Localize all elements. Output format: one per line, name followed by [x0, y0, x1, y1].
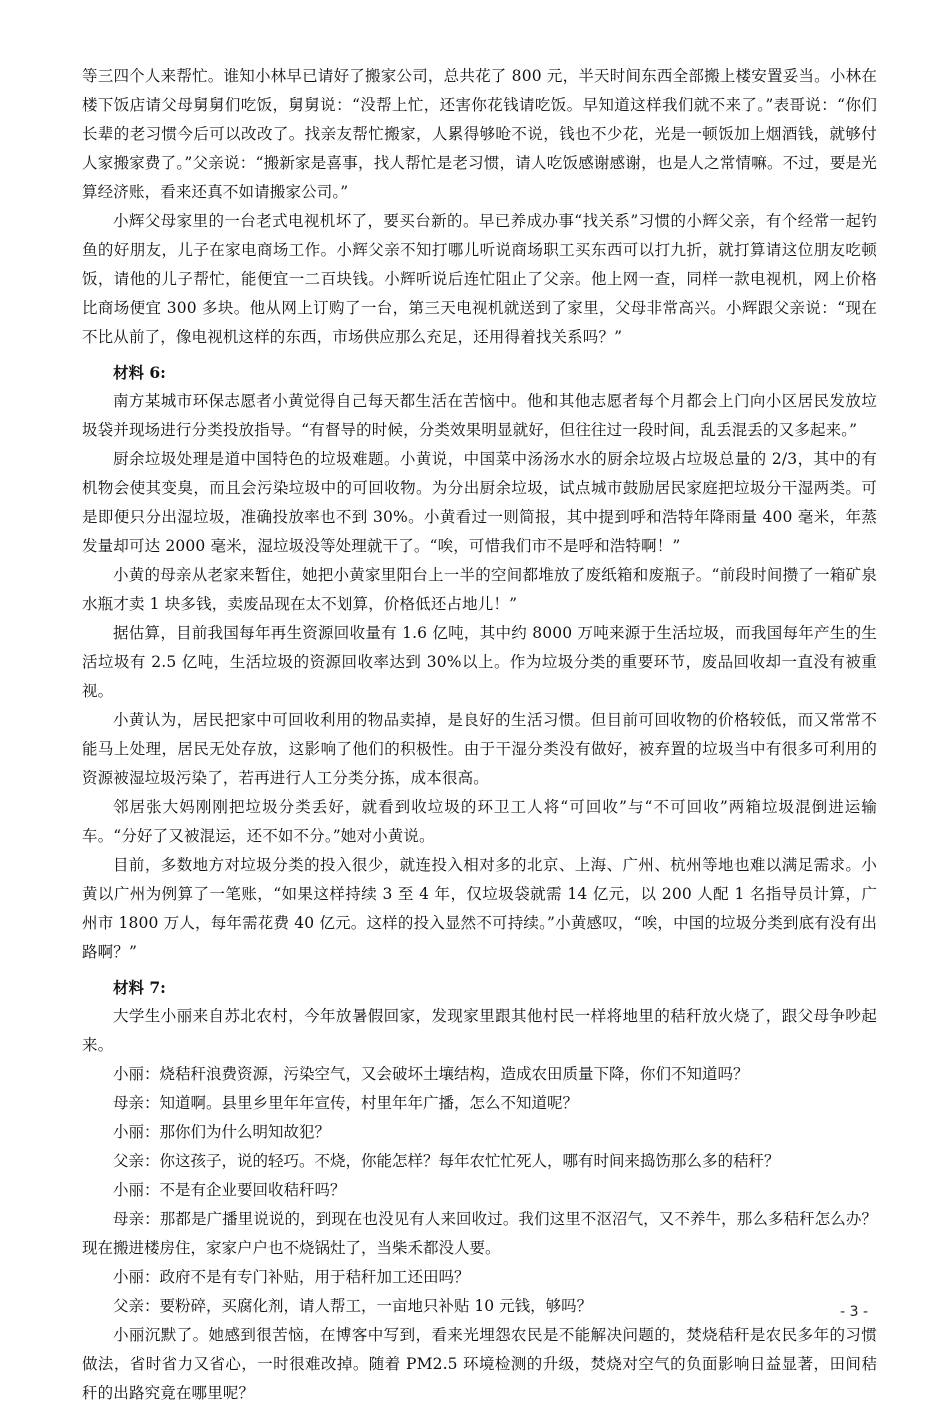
paragraph-xiaohui: 小辉父母家里的一台老式电视机坏了，要买台新的。早已养成办事“找关系”习惯的小辉父亲，有个经常一起钓鱼的好朋友，儿子在家电商场工作。小辉父亲不知打哪儿听说商场职工买东西可以打九折，就打算请这位朋友吃顿饭，请他的儿子帮忙，能便宜一二百块钱。小辉听说后连忙阻止了父亲。他上网一查，同样一款电视机，网上价格比商场便宜 300 多块。他从网上订购了一台，第三天电视机就送到了家里，父母非常高兴。小辉跟父亲说：“现在不比从前了，像电视机这样的东西，市场供应那么充足，还用得着找关系吗？”: [82, 212, 877, 346]
material-7-intro: 大学生小丽来自苏北农村，今年放暑假回家，发现家里跟其他村民一样将地里的秸秆放火烧了，跟父母争吵起来。: [82, 1007, 877, 1054]
material-6-paragraph: 南方某城市环保志愿者小黄觉得自己每天都生活在苦恼中。他和其他志愿者每个月都会上门向小区居民发放垃圾袋并现场进行分类投放指导。“有督导的时候，分类效果明显就好，但往往过一段时间，乱丢混丢的又多起来。”: [82, 392, 877, 439]
material-6-paragraph: 小黄的母亲从老家来暂住，她把小黄家里阳台上一半的空间都堆放了废纸箱和废瓶子。“前段时间攒了一箱矿泉水瓶才卖 1 块多钱，卖废品现在太不划算，价格低还占地儿！”: [82, 566, 877, 613]
dialog-line: 小丽：不是有企业要回收秸秆吗？: [113, 1181, 346, 1199]
material-6-heading: 材料 6:: [113, 363, 166, 382]
dialog-line: 母亲：那都是广播里说说的，到现在也没见有人来回收过。我们这里不沤沼气，又不养牛，那么多秸秆怎么办？现在搬进楼房住，家家户户也不烧锅灶了，当柴禾都没人要。: [82, 1210, 877, 1257]
paragraph-continued: 等三四个人来帮忙。谁知小林早已请好了搬家公司，总共花了 800 元，半天时间东西全部搬上楼安置妥当。小林在楼下饭店请父母舅舅们吃饭，舅舅说：“没帮上忙，还害你花钱请吃饭。早知道这样我们就不来了。”表哥说：“你们长辈的老习惯今后可以改改了。找亲友帮忙搬家，人累得够呛不说，钱也不少花，光是一顿饭加上烟酒钱，就够付人家搬家费了。”父亲说：“搬新家是喜事，找人帮忙是老习惯，请人吃饭感谢感谢，也是人之常情嘛。不过，要是光算经济账，看来还真不如请搬家公司。”: [82, 67, 877, 201]
document-page: [82, 62, 877, 1408]
page-number: - 3 -: [840, 1304, 868, 1320]
dialog-line: 小丽：烧秸秆浪费资源，污染空气，又会破坏土壤结构，造成农田质量下降，你们不知道吗？: [113, 1065, 749, 1083]
material-6-paragraph: 邻居张大妈刚刚把垃圾分类丢好，就看到收垃圾的环卫工人将“可回收”与“不可回收”两箱垃圾混倒进运输车。“分好了又被混运，还不如不分。”她对小黄说。: [82, 798, 877, 845]
material-7-heading: 材料 7:: [113, 978, 166, 997]
dialog-line: 父亲：你这孩子，说的轻巧。不烧，你能怎样？每年农忙忙死人，哪有时间来捣饬那么多的秸秆？: [113, 1152, 780, 1170]
dialog-line: 小丽：政府不是有专门补贴，用于秸秆加工还田吗？: [113, 1268, 470, 1286]
material-6-paragraph: 厨余垃圾处理是道中国特色的垃圾难题。小黄说，中国菜中汤汤水水的厨余垃圾占垃圾总量的 2/3，其中的有机物会使其变臭，而且会污染垃圾中的可回收物。为分出厨余垃圾，试点城市鼓励居民家庭把垃圾分干湿两类。可是即便只分出湿垃圾，准确投放率也不到 30%。小黄看过一则简报，其中提到呼和浩特年降雨量 400 毫米，年蒸发量却可达 2000 毫米，湿垃圾没等处理就干了。“唉，可惜我们市不是呼和浩特啊！”: [82, 450, 877, 555]
material-6-paragraph: 目前，多数地方对垃圾分类的投入很少，就连投入相对多的北京、上海、广州、杭州等地也难以满足需求。小黄以广州为例算了一笔账，“如果这样持续 3 至 4 年，仅垃圾袋就需 14 亿元，以 200 人配 1 名指导员计算，广州市 1800 万人，每年需花费 40 亿元。这样的投入显然不可持续。”小黄感叹，“唉，中国的垃圾分类到底有没有出路啊？”: [82, 856, 877, 961]
dialog-line: 父亲：要粉碎，买腐化剂，请人帮工，一亩地只补贴 10 元钱，够吗？: [113, 1297, 593, 1315]
dialog-line: 小丽：那你们为什么明知故犯？: [113, 1123, 331, 1141]
material-7-closing: 小丽沉默了。她感到很苦恼，在博客中写到，看来光埋怨农民是不能解决问题的，焚烧秸秆是农民多年的习惯做法，省时省力又省心，一时很难改掉。随着 PM2.5 环境检测的升级，焚烧对空气的负面影响日益显著，田间秸秆的出路究竟在哪里呢？: [82, 1326, 877, 1402]
material-6-paragraph: 小黄认为，居民把家中可回收利用的物品卖掉，是良好的生活习惯。但目前可回收物的价格较低，而又常常不能马上处理，居民无处存放，这影响了他们的积极性。由于干湿分类没有做好，被弃置的垃圾当中有很多可利用的资源被湿垃圾污染了，若再进行人工分类分拣，成本很高。: [82, 711, 877, 787]
material-6-paragraph: 据估算，目前我国每年再生资源回收量有 1.6 亿吨，其中约 8000 万吨来源于生活垃圾，而我国每年产生的生活垃圾有 2.5 亿吨，生活垃圾的资源回收率达到 30%以上。作为垃圾分类的重要环节，废品回收却一直没有被重视。: [82, 624, 877, 700]
dialog-line: 母亲：知道啊。县里乡里年年宣传，村里年年广播，怎么不知道呢？: [113, 1094, 579, 1112]
